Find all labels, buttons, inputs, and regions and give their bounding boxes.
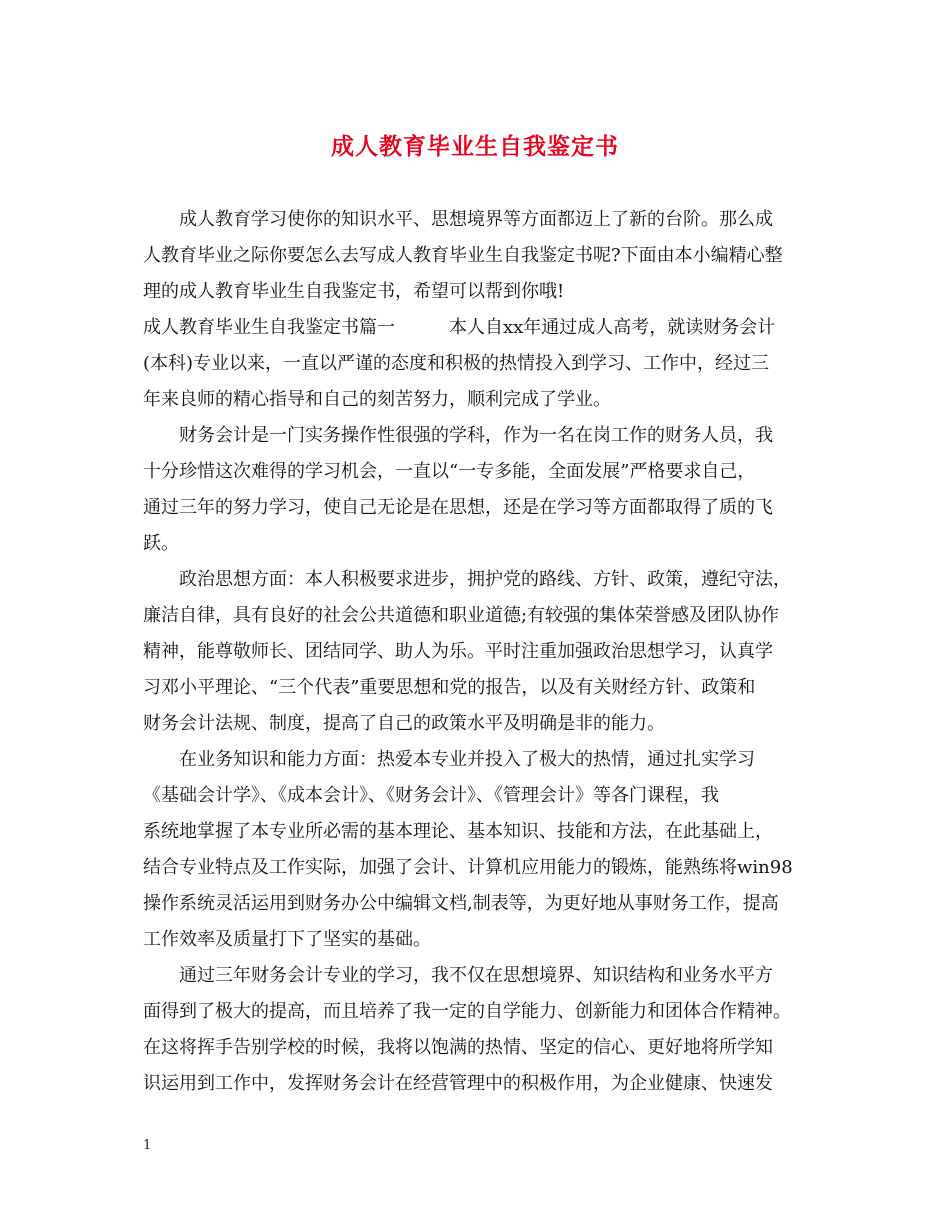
body-line: 识运用到工作中，发挥财务会计在经营管理中的积极作用，为企业健康、快速发 [143, 1073, 773, 1094]
body-line: 成人教育毕业生自我鉴定书篇一 本人自xx年通过成人高考，就读财务会计 [143, 317, 776, 338]
body-line: 十分珍惜这次难得的学习机会，一直以“一专多能，全面发展”严格要求自己， [143, 461, 756, 482]
body-line: 结合专业特点及工作实际，加强了会计、计算机应用能力的锻炼，能熟练将win98 [143, 857, 793, 878]
body-line: 习邓小平理论、“三个代表”重要思想和党的报告，以及有关财经方针、政策和 [143, 677, 756, 698]
body-line: 理的成人教育毕业生自我鉴定书，希望可以帮到你哦! [143, 281, 565, 302]
body-line: 人教育毕业之际你要怎么去写成人教育毕业生自我鉴定书呢?下面由本小编精心整 [143, 245, 783, 266]
body-line: 在业务知识和能力方面：热爱本专业并投入了极大的热情，通过扎实学习 [143, 749, 755, 770]
document-title: 成人教育毕业生自我鉴定书 [331, 133, 619, 160]
body-line: 精神，能尊敬师长、团结同学、助人为乐。平时注重加强政治思想学习，认真学 [143, 641, 773, 662]
body-line: 年来良师的精心指导和自己的刻苦努力，顺利完成了学业。 [143, 389, 611, 410]
body-line: 面得到了极大的提高，而且培养了我一定的自学能力、创新能力和团体合作精神。 [143, 1001, 791, 1022]
page-number: 1 [143, 1138, 152, 1153]
body-line: 工作效率及质量打下了坚实的基础。 [143, 929, 431, 950]
body-line: 系统地掌握了本专业所必需的基本理论、基本知识、技能和方法，在此基础上， [143, 821, 773, 842]
body-line: (本科)专业以来，一直以严谨的态度和积极的热情投入到学习、工作中，经过三 [143, 353, 770, 374]
body-line: 操作系统灵活运用到财务办公中编辑文档,制表等，为更好地从事财务工作，提高 [143, 893, 779, 914]
body-line: 廉洁自律，具有良好的社会公共道德和职业道德;有较强的集体荣誉感及团队协作 [143, 605, 780, 626]
body-line: 通过三年的努力学习，使自己无论是在思想，还是在学习等方面都取得了质的飞 [143, 497, 773, 518]
body-line: 政治思想方面：本人积极要求进步，拥护党的路线、方针、政策，遵纪守法， [143, 569, 791, 590]
body-line: 财务会计是一门实务操作性很强的学科，作为一名在岗工作的财务人员，我 [143, 425, 773, 446]
body-line: 通过三年财务会计专业的学习，我不仅在思想境界、知识结构和业务水平方 [143, 965, 773, 986]
body-line: 在这将挥手告别学校的时候，我将以饱满的热情、坚定的信心、更好地将所学知 [143, 1037, 773, 1058]
body-line: 跃。 [143, 533, 179, 554]
body-line: 《基础会计学》、《成本会计》、《财务会计》、《管理会计》等各门课程，我 [143, 785, 719, 806]
body-line: 财务会计法规、制度，提高了自己的政策水平及明确是非的能力。 [143, 713, 665, 734]
body-line: 成人教育学习使你的知识水平、思想境界等方面都迈上了新的台阶。那么成 [143, 209, 773, 230]
